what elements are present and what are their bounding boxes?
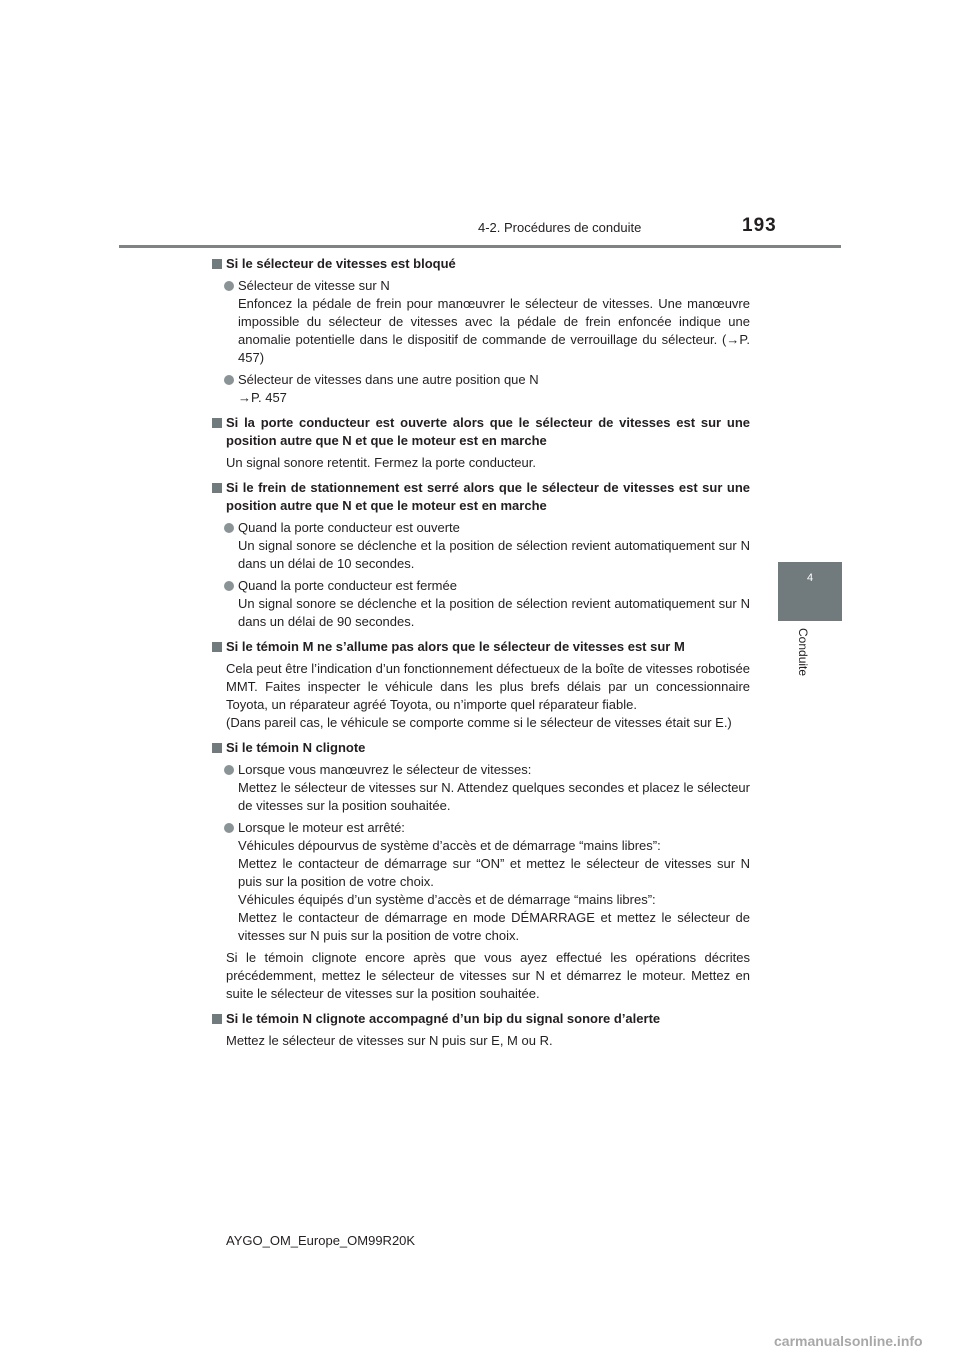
bullet-text: Un signal sonore se déclenche et la position de sélection revient automatiquement sur N dans un délai de 10 secondes. (238, 538, 750, 571)
bullet-item (210, 819, 750, 945)
section-text: Cela peut être l’indication d’un fonctionnement défectueux de la boîte de vitesses robotisée MMT. Faites inspecter le véhicule dans les plus brefs délais par un concessionnaire Toyota, un réparateur agréé Toyota, ou n’importe quel réparateur fiable. (226, 661, 750, 712)
round-bullet-icon (224, 765, 234, 775)
chapter-tab-number: 4 (806, 572, 814, 584)
bullet-title: Sélecteur de vitesse sur N (238, 278, 390, 293)
square-bullet-icon (212, 743, 222, 753)
round-bullet-icon (224, 823, 234, 833)
square-bullet-icon (212, 259, 222, 269)
footer-doc-id: AYGO_OM_Europe_OM99R20K (226, 1233, 416, 1248)
bullet-title: Sélecteur de vitesses dans une autre position que N (238, 372, 539, 387)
chapter-tab-label: Conduite (796, 628, 810, 677)
bullet-text: Véhicules équipés d’un système d’accès et de démarrage “mains libres”: (238, 892, 656, 907)
square-bullet-icon (212, 1014, 222, 1024)
bullet-text: →P. 457 (238, 390, 287, 405)
header-section-title: 4-2. Procédures de conduite (478, 220, 642, 235)
round-bullet-icon (224, 281, 234, 291)
bullet-text: Mettez le contacteur de démarrage en mode DÉMARRAGE et mettez le sélecteur de vitesses sur N puis sur la position de votre choix. (238, 910, 750, 943)
round-bullet-icon (224, 375, 234, 385)
section-heading: Si le témoin N clignote (210, 739, 750, 757)
bullet-item (210, 277, 750, 367)
section-heading: Si le frein de stationnement est serré alors que le sélecteur de vitesses est sur une position autre que N et que le moteur est en marche (210, 479, 750, 515)
section-heading: Si le témoin N clignote accompagné d’un bip du signal sonore d’alerte (210, 1010, 750, 1028)
bullet-text: Véhicules dépourvus de système d’accès et de démarrage “mains libres”: (238, 838, 661, 853)
bullet-item (210, 519, 750, 573)
bullet-title: Lorsque le moteur est arrêté: (238, 820, 405, 835)
bullet-text: Mettez le contacteur de démarrage sur “ON” et mettez le sélecteur de vitesses sur N puis sur la position de votre choix. (238, 856, 750, 889)
bullet-text: Enfoncez la pédale de frein pour manœuvrer le sélecteur de vitesses. Une manœuvre impossible du sélecteur de vitesses avec la pédale de frein enfoncée indique une anomalie potentielle dans le dispositif de commande de verrouillage du sélecteur. (→P. 457) (238, 296, 750, 365)
bullet-item (210, 577, 750, 631)
page-number: 193 (742, 215, 777, 236)
header-rule (119, 245, 841, 248)
square-bullet-icon (212, 642, 222, 652)
square-bullet-icon (212, 418, 222, 428)
chapter-tab (778, 562, 842, 621)
square-bullet-icon (212, 483, 222, 493)
bullet-text: Un signal sonore se déclenche et la position de sélection revient automatiquement sur N dans un délai de 90 secondes. (238, 596, 750, 629)
section-text: Mettez le sélecteur de vitesses sur N puis sur E, M ou R. (226, 1033, 553, 1048)
bullet-item (210, 371, 750, 407)
round-bullet-icon (224, 523, 234, 533)
section-heading: Si le sélecteur de vitesses est bloqué (210, 255, 750, 273)
section-text: (Dans pareil cas, le véhicule se comporte comme si le sélecteur de vitesses était sur E.) (226, 715, 732, 730)
bullet-text: Mettez le sélecteur de vitesses sur N. Attendez quelques secondes et placez le sélecteur de vitesses sur la position souhaitée. (238, 780, 750, 813)
bullet-title: Quand la porte conducteur est ouverte (238, 520, 460, 535)
round-bullet-icon (224, 581, 234, 591)
bullet-title: Lorsque vous manœuvrez le sélecteur de vitesses: (238, 762, 532, 777)
bullet-item (210, 761, 750, 815)
watermark: carmanualsonline.info (774, 1333, 923, 1349)
section-heading: Si la porte conducteur est ouverte alors que le sélecteur de vitesses est sur une position autre que N et que le moteur est en marche (210, 414, 750, 450)
page-content (210, 255, 750, 1050)
section-text: Si le témoin clignote encore après que vous ayez effectué les opérations décrites précédemment, mettez le sélecteur de vitesses sur N et démarrez le moteur. Mettez en suite le sélecteur de vitesses sur la position souhaitée. (226, 950, 750, 1001)
bullet-title: Quand la porte conducteur est fermée (238, 578, 457, 593)
section-heading: Si le témoin M ne s’allume pas alors que le sélecteur de vitesses est sur M (210, 638, 750, 656)
section-text: Un signal sonore retentit. Fermez la porte conducteur. (226, 455, 536, 470)
